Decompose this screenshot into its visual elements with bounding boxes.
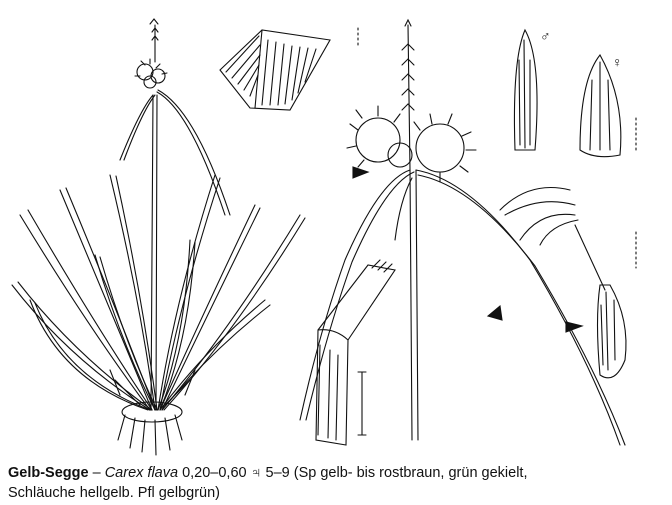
perennial-symbol: ♃	[250, 465, 262, 481]
caption-dash: –	[88, 465, 105, 481]
figure-caption	[8, 463, 664, 503]
glume-details	[500, 30, 636, 378]
caption-line-2: Schläuche hellgelb. Pfl gelbgrün)	[8, 485, 220, 501]
sheath-detail	[316, 260, 395, 445]
scientific-name: Carex flava	[104, 465, 179, 481]
inflorescence-drawing	[300, 20, 625, 445]
flowering-info: 5–9 (Sp gelb- bis rostbraun, grün gekielt,	[261, 465, 528, 481]
male-symbol: ♂	[540, 28, 551, 44]
whole-plant-drawing	[12, 19, 305, 455]
common-name: Gelb-Segge	[8, 465, 89, 481]
leaf-section-detail	[220, 28, 358, 110]
female-symbol: ♀	[612, 54, 623, 70]
plant-height: 0,20–0,60	[178, 465, 251, 481]
caption-line-1	[8, 463, 664, 483]
